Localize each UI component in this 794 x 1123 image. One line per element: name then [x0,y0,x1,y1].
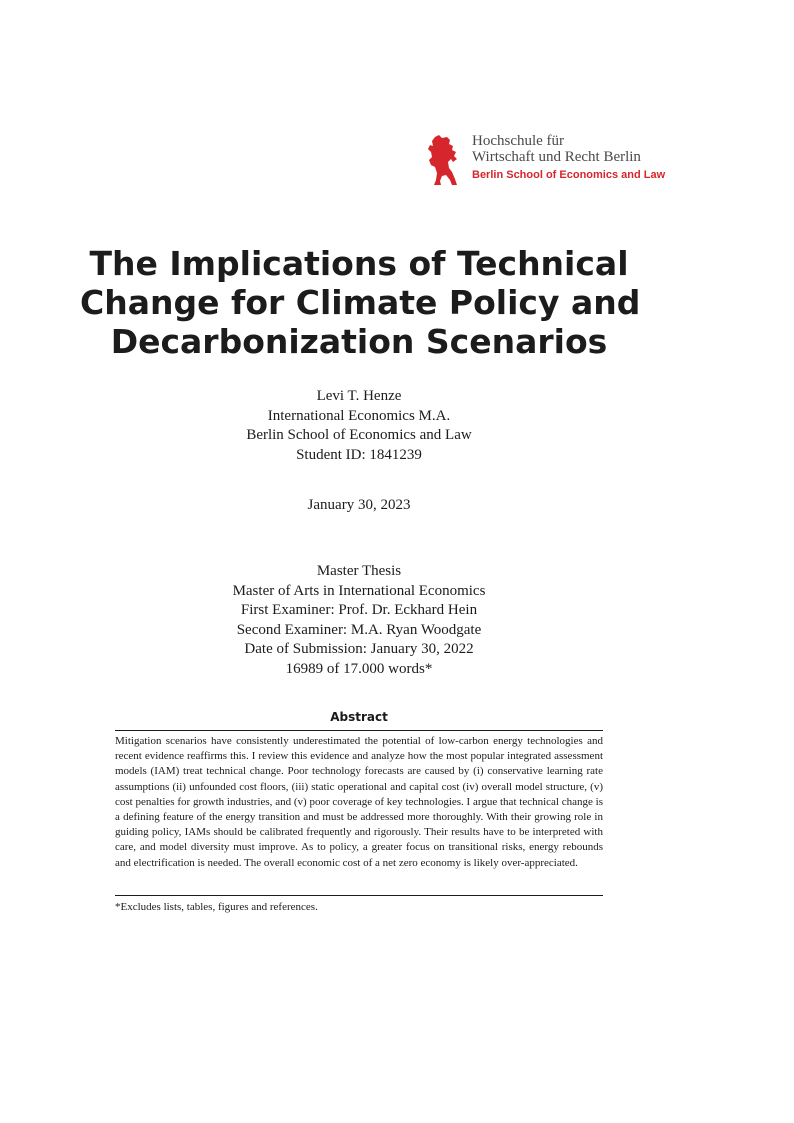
logo-text [472,133,665,181]
abstract-text: Mitigation scenarios have consistently underestimated the potential of low-carbon energy technologies and recent evidence reaffirms this. I review this evidence and analyze how the most popular integrated assessment models (IAM) treat technical change. Poor technology forecasts are caused by (i) conservative learning rate assumptions (ii) unfounded cost floors, (iii) static operational and capital cost (iv) overall model structure, (v) cost penalties for growth industries, and (v) poor coverage of key technologies. I argue that technical change is a defining feature of the energy transition and must be addressed more thoroughly. With their growing role in guiding policy, IAMs should be calibrated frequently and rigorously. Their results have to be interpreted with care, and model diversity must improve. As to policy, a greater focus on transitional risks, energy rebounds and electrification is needed. The overall economic cost of a net zero economy is likely over-appreciated. [115,735,603,869]
university-logo [428,133,668,187]
title-line: The Implications of Technical [89,244,629,283]
second-examiner: Second Examiner: M.A. Ryan Woodgate [236,621,482,638]
author-name: Levi T. Henze [316,388,402,404]
date-block [80,496,638,516]
document-date: January 30, 2023 [307,497,411,513]
first-examiner: First Examiner: Prof. Dr. Eckhard Hein [240,602,478,618]
title-line: Change for Climate Policy and [80,283,641,322]
abstract-top-rule [115,730,603,731]
submission-date: Date of Submission: January 30, 2022 [244,641,474,657]
student-id: Student ID: 1841239 [296,446,422,463]
abstract-bottom-rule [115,895,603,896]
thesis-title [80,244,641,361]
author-block [80,387,638,465]
thesis-type: Master Thesis [316,563,402,579]
logo-english-name: Berlin School of Economics and Law [472,169,666,181]
title-line: Decarbonization Scenarios [110,322,608,361]
logo-name-line2: Wirtschaft und Recht Berlin [472,149,641,165]
berlin-bear-icon [428,135,458,185]
footnote: *Excludes lists, tables, figures and references. [115,901,318,913]
word-count: 16989 of 17.000 words* [285,660,433,677]
author-school: Berlin School of Economics and Law [246,427,472,443]
thesis-info-block [80,562,638,679]
abstract-heading: Abstract [330,710,388,724]
author-program: International Economics M.A. [267,407,451,424]
thesis-degree: Master of Arts in International Economics [232,582,486,599]
logo-name-line1: Hochschule für [472,133,565,149]
